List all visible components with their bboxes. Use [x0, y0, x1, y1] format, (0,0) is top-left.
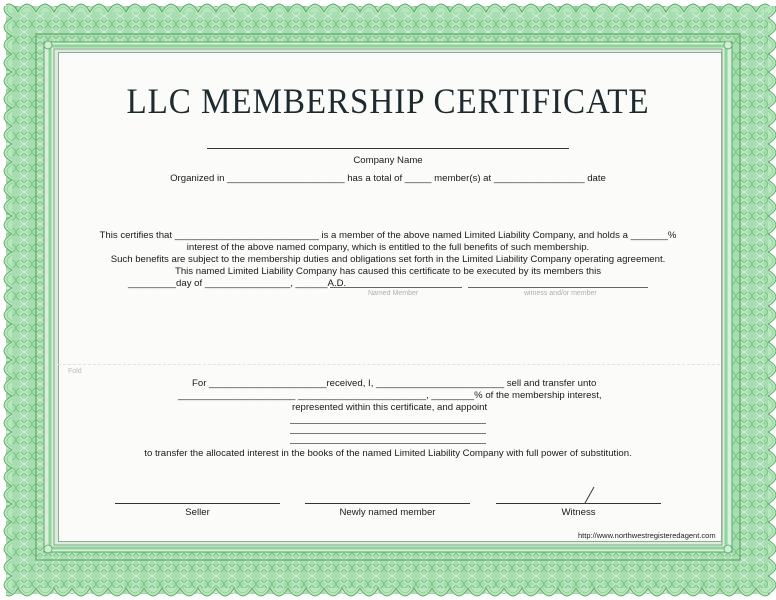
witness-label: Witness [561, 507, 596, 518]
certificate-title: LLC MEMBERSHIP CERTIFICATE [126, 81, 650, 121]
company-name-label: Company Name [353, 155, 423, 166]
seller-label: Seller [185, 507, 210, 518]
witness-member-line [468, 287, 648, 288]
company-name-line [207, 148, 569, 149]
body-line-5: _________day of ________________, ______A.D. [128, 278, 347, 289]
body-line-1: This certifies that ___________________________ is a member of the above named Limited Liability Company, and holds a _______% [99, 230, 677, 241]
transfer-line-1: For ______________________received, I, ________________________ sell and transfer unto [192, 378, 597, 389]
fold-label: Fold [68, 368, 82, 375]
body-line-3: Such benefits are subject to the membership duties and obligations set forth in the Limited Liability Company operating agreement. [110, 254, 666, 265]
organized-line: Organized in ______________________ has a total of _____ member(s) at _________________ date [170, 173, 606, 184]
transfer-line-2: ______________________ ________________________, ________% of the membership interest, [178, 390, 602, 401]
transfer-line-4: to transfer the allocated interest in the books of the named Limited Liability Company with full power of substitution. [144, 448, 632, 459]
signature-tick-mark [584, 486, 596, 504]
appointee-line-2 [290, 433, 486, 434]
certificate-panel [58, 52, 722, 542]
fold-line [58, 364, 720, 365]
transfer-line-3: represented within this certificate, and appoint [292, 402, 488, 413]
body-line-4: This named Limited Liability Company has caused this certificate to be executed by its members this [174, 266, 602, 277]
seller-signature-line [115, 503, 280, 504]
named-member-hint: Named Member [368, 290, 419, 297]
appointee-line-3 [290, 443, 486, 444]
website-url: http://www.northwestregisteredagent.com [578, 531, 716, 540]
body-line-2: interest of the above named company, which is entitled to the full benefits of such membership. [186, 242, 590, 253]
witness-signature-line [496, 503, 661, 504]
witness-member-hint: witness and/or member [524, 290, 597, 297]
appointee-line-1 [290, 423, 486, 424]
new-member-label: Newly named member [339, 507, 436, 518]
named-member-line [330, 287, 462, 288]
new-member-signature-line [305, 503, 470, 504]
